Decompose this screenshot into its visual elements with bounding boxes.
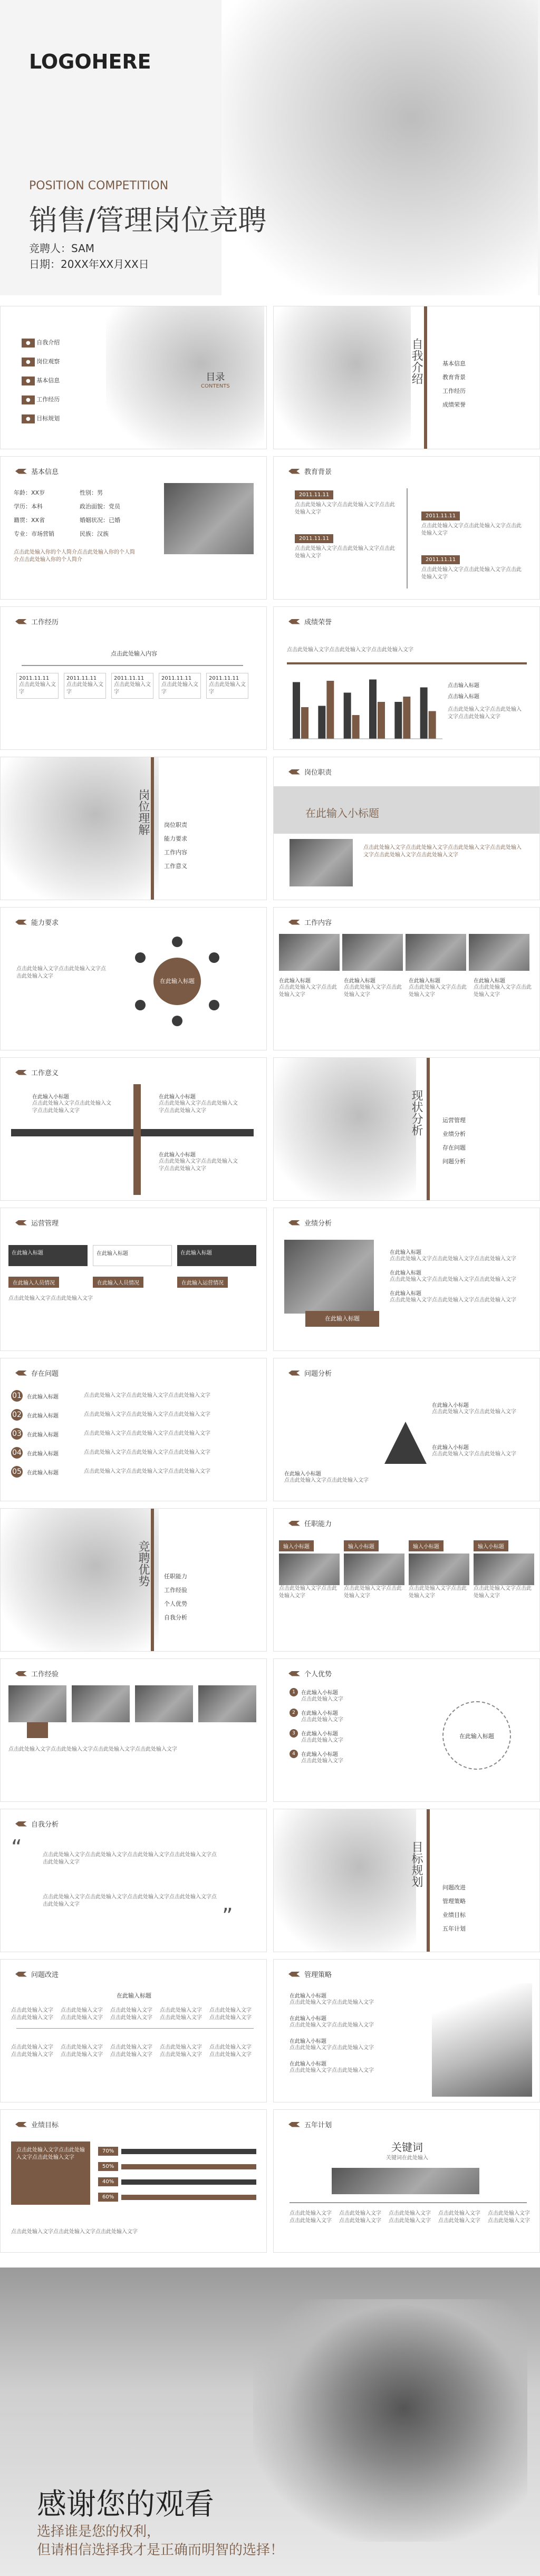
ops-button[interactable]: 在此输入运营情况: [177, 1277, 228, 1288]
section-item[interactable]: 教育背景: [442, 374, 466, 381]
slide-targets: 业绩目标 点击此处输入文字点击此处输入文字点击此处输入文字 70% 50% 40% 60% 点击此处输入文字点击此处输入文字点击此处输入文字: [0, 2109, 267, 2253]
tablet-photo: [290, 839, 353, 886]
slide-title: 业绩分析: [304, 1220, 332, 1228]
section-item[interactable]: 工作意义: [164, 863, 187, 870]
chart-bar: [344, 693, 351, 739]
chart-bar: [394, 702, 402, 739]
toc-item-4[interactable]: 工作经历: [36, 396, 60, 403]
slide-title: 个人优势: [304, 1671, 332, 1678]
chart-bar: [352, 715, 360, 739]
slide-title: 工作意义: [31, 1069, 59, 1077]
section-item[interactable]: 运营管理: [442, 1117, 466, 1124]
slide-abilities: 能力要求 点击此处输入文字点击此处输入文字点击此处输入文字 在此输入标题: [0, 907, 267, 1050]
chart-bar: [429, 711, 436, 739]
toc-title: 目录: [206, 372, 225, 383]
date: 日期：20XX年XX月XX日: [29, 258, 149, 271]
wolf-icon: [15, 469, 27, 474]
slide-advantages: 个人优势 1 在此输入小标题 点击此处输入文字 2 在此输入小标题 点击此处输入文字 3 在此输入小标题 点击此处输入文字 4 在此输入小标题 点击此处输入文字 在此输入标题: [273, 1658, 540, 1802]
section-vertical-title: 竞聘优势: [137, 1540, 150, 1587]
slide-self-analysis: 自我分析 “ 点击此处输入文字点击此处输入文字点击此处输入文字点击此处输入文字点击此处输入文字 点击此处输入文字点击此处输入文字点击此处输入文字点击此处输入文字点击此处输入文字 ”: [0, 1809, 267, 1952]
slide-section-1: [273, 306, 540, 449]
ops-button[interactable]: 在此输入人员情况: [8, 1277, 59, 1288]
slide-duties: 岗位职责 在此输入小标题 点击此处输入文字点击此处输入文字点击此处输入文字点击此处输入文字点击此处输入文字点击此处输入文字: [273, 757, 540, 900]
info-field: 政治面貌：党员: [80, 503, 120, 510]
date-tag: 2011.11.11: [295, 490, 333, 499]
section-vertical-title: 现状分析: [410, 1089, 423, 1136]
presenter-photo: [432, 1983, 532, 2097]
section-item[interactable]: 岗位职责: [164, 822, 187, 828]
info-field: 性别：男: [80, 489, 103, 496]
presenter: 竞聘人：SAM: [29, 242, 95, 255]
thanks-line-2: 但请相信选择我才是正确而明智的选择！: [37, 2542, 284, 2558]
slide-title: 能力要求: [31, 919, 59, 927]
slide-title: 问题改进: [31, 1971, 59, 1979]
info-field: 籍贯：XX省: [14, 517, 45, 524]
section-item[interactable]: 成绩荣誉: [442, 401, 466, 408]
advantage-ring: 在此输入标题: [442, 1701, 511, 1770]
section-item[interactable]: 问题分析: [442, 1158, 466, 1165]
section-item[interactable]: 基本信息: [442, 360, 466, 367]
section-item[interactable]: 业绩目标: [442, 1912, 466, 1918]
slide-work-meaning: 工作意义 在此输入小标题 点击此处输入文字点击此处输入文字点击此处输入文字 在此输入小标题 点击此处输入文字点击此处输入文字点击此处输入文字 在此输入小标题 点击此处输入文字点击此处输入文字点击此处输入文字: [0, 1057, 267, 1201]
slide-title: 运营管理: [31, 1220, 59, 1228]
legend-item: 点击输入标题: [448, 694, 479, 700]
chart-bar: [420, 688, 428, 739]
slide-title: 工作内容: [304, 919, 332, 927]
center-circle: 在此输入标题: [153, 958, 201, 1005]
slide-title: 管理策略: [304, 1971, 332, 1979]
chart-bar: [326, 681, 334, 739]
slide-operations: 运营管理 在此输入标题 在此输入标题 在此输入标题 在此输入人员情况 在此输入人员情况 在此输入运营情况 点击此处输入文字点击此处输入文字: [0, 1208, 267, 1351]
slide-title: 任职能力: [304, 1520, 332, 1528]
section-vertical-title: 岗位理解: [137, 789, 150, 835]
cover-title: 销售/管理岗位竞聘: [29, 204, 267, 237]
ending-slide: [0, 2268, 540, 2576]
slide-title: 存在问题: [31, 1370, 59, 1378]
section-item[interactable]: 管理策略: [442, 1898, 466, 1905]
bio-text: 点击此处输入你的个人简介点击此处输入你的个人简介点击此处输入你的个人简介: [14, 549, 135, 563]
slide-title: 成绩荣誉: [304, 619, 332, 626]
logo: LOGOHERE: [29, 50, 151, 73]
section-item[interactable]: 个人优势: [164, 1600, 187, 1607]
section-item[interactable]: 工作经验: [164, 1587, 187, 1594]
section-item[interactable]: 工作内容: [164, 849, 187, 856]
slide-education: 教育背景 2011.11.11 点击此处输入文字点击此处输入文字点击此处输入文字 2011.11.11 点击此处输入文字点击此处输入文字点击此处输入文字 2011.11.11 点击此处输入文字点击此处输入文字点击此处输入文字 2011.11.11 点击此处输入文字点击此处输入文字点击此处输入文字: [273, 456, 540, 600]
chart-bar: [369, 680, 377, 739]
slide-section-5: [273, 1809, 540, 1952]
section-item[interactable]: 业绩分析: [442, 1131, 466, 1137]
info-field: 学历：本科: [14, 503, 43, 510]
slide-strategy: 管理策略 在此输入小标题 点击此处输入文字点击此处输入文字 在此输入小标题 点击此处输入文字点击此处输入文字 在此输入小标题 点击此处输入文字点击此处输入文字 在此输入小标题 点击此处输入文字点击此处输入文字: [273, 1959, 540, 2102]
thanks-title: 感谢您的观看: [37, 2487, 214, 2522]
section-vertical-title: 目标规划: [410, 1841, 423, 1887]
slide-section-3: [273, 1057, 540, 1201]
chart-bar: [293, 682, 300, 739]
date-tag: 2011.11.11: [421, 512, 460, 520]
thanks-line-1: 选择谁是您的权利，: [37, 2524, 161, 2540]
toc-num-2: ●: [22, 358, 35, 366]
toc-num-3: ●: [22, 377, 35, 385]
toc-item-2[interactable]: 岗位观察: [36, 358, 60, 365]
slide-title: 教育背景: [304, 468, 332, 476]
achievement-chart: [284, 670, 442, 744]
slide-title: 基本信息: [31, 468, 59, 476]
section-item[interactable]: 任职能力: [164, 1573, 187, 1580]
triangle-graphic: [384, 1422, 427, 1464]
subtitle-en: POSITION COMPETITION: [29, 179, 169, 192]
chart-bar: [403, 697, 410, 739]
info-field: 婚姻状况：已婚: [80, 517, 120, 524]
heading: 点击此处输入内容: [111, 650, 157, 657]
legend-item: 点击输入标题: [448, 683, 479, 689]
subtitle: 在此输入小标题: [305, 807, 379, 819]
toc-num-4: ●: [22, 395, 35, 404]
slide-five-year-plan: 五年计划 关键词 关键词在此处输入 点击此处输入文字点击此处输入文字 点击此处输入文字点击此处输入文字 点击此处输入文字点击此处输入文字 点击此处输入文字点击此处输入文字 点击此处输入文字点击此处输入文字: [273, 2109, 540, 2253]
section-item[interactable]: 五年计划: [442, 1925, 466, 1932]
slide-title: 五年计划: [304, 2121, 332, 2129]
slide-experience: 工作经验 点击此处输入文字点击此处输入文字点击此处输入文字点击此处输入文字: [0, 1658, 267, 1802]
info-field: 年龄：XX岁: [14, 489, 45, 496]
slide-competence: 任职能力 输入小标题 点击此处输入文字点击此处输入文字 输入小标题 点击此处输入文字点击此处输入文字 输入小标题 点击此处输入文字点击此处输入文字 输入小标题 点击此处输入文字点击此处输入文字: [273, 1508, 540, 1652]
slide-section-2: [0, 757, 267, 900]
portrait-photo: [164, 483, 254, 554]
section-item[interactable]: 能力要求: [164, 835, 187, 842]
cover-slide: [0, 0, 540, 295]
slide-performance: 业绩分析 在此输入标题 在此输入标题 点击此处输入文字点击此处输入文字点击此处输入文字 在此输入标题 点击此处输入文字点击此处输入文字点击此处输入文字 在此输入标题 点击此处输入文字点击此处输入文字点击此处输入文字: [273, 1208, 540, 1351]
toc-title-en: CONTENTS: [201, 383, 230, 389]
ops-button[interactable]: 在此输入人员情况: [93, 1277, 143, 1288]
slide-work-history: 工作经历 点击此处输入内容 2011.11.11 点击此处输入文字 2011.11.11 点击此处输入文字 2011.11.11 点击此处输入文字 2011.11.11 点击此处输入文字 2011.11.11 点击此处输入文字: [0, 606, 267, 750]
wolf-sketch-image: [221, 0, 538, 295]
toc-item-5[interactable]: 目标规划: [36, 415, 60, 422]
date-tag: 2011.11.11: [421, 555, 460, 564]
chart-bar: [378, 702, 385, 739]
info-field: 专业：市场营销: [14, 530, 54, 537]
slide-problems: 存在问题 01 在此输入标题 点击此处输入文字点击此处输入文字点击此处输入文字 02 在此输入标题 点击此处输入文字点击此处输入文字点击此处输入文字 03 在此输入标题 点击此处输入文字点击此处输入文字点击此处输入文字 04 在此输入标题 点击此处输入文字点击此处输入文字点击此处输入文字 05 在此输入标题 点击此处输入文字点击此处输入文字点击此处输入文字: [0, 1358, 267, 1501]
slide-title: 自我分析: [31, 1821, 59, 1829]
toc-num-5: ●: [22, 414, 35, 423]
section-item[interactable]: 工作经历: [442, 388, 466, 394]
slide-problem-analysis: 问题分析 在此输入小标题 点击此处输入文字点击此处输入文字 在此输入小标题 点击此处输入文字点击此处输入文字 在此输入小标题 点击此处输入文字点击此处输入文字: [273, 1358, 540, 1501]
slide-title: 工作经历: [31, 619, 59, 626]
section-item[interactable]: 自我分析: [164, 1614, 187, 1621]
slide-section-4: [0, 1508, 267, 1652]
info-field: 民族：汉族: [80, 530, 109, 537]
slide-achievements: 成绩荣誉 点击此处输入文字点击此处输入文字点击此处输入文字 点击输入标题 点击输入标题 点击此处输入文字点击此处输入文字点击此处输入文字: [273, 606, 540, 750]
toc-item-3[interactable]: 基本信息: [36, 377, 60, 384]
toc-item-1[interactable]: 自我介绍: [36, 339, 60, 346]
section-item[interactable]: 存在问题: [442, 1144, 466, 1151]
slide-toc: [0, 306, 267, 449]
chart-bar: [301, 707, 308, 739]
date-tag: 2011.11.11: [295, 534, 333, 543]
slide-work-content: 工作内容 在此输入标题 点击此处输入文字点击此处输入文字 在此输入标题 点击此处输入文字点击此处输入文字 在此输入标题 点击此处输入文字点击此处输入文字 在此输入标题 点击此处输入文字点击此处输入文字: [273, 907, 540, 1050]
slide-improvement: 问题改进 在此输入标题 点击此处输入文字点击此处输入文字 点击此处输入文字点击此处输入文字 点击此处输入文字点击此处输入文字 点击此处输入文字点击此处输入文字 点击此处输入文字点击此处输入文字 点击此处输入文字点击此处输入文字 点击此处输入文字点击此处输入文字 点击此处输入文字点击此处输入文字 点击此处输入文字点击此处输入文字 点击此处输入文字点击此处输入文字: [0, 1959, 267, 2102]
slide-basic-info: [0, 456, 267, 600]
chart-bar: [318, 706, 325, 739]
section-vertical-title: 自我介绍: [410, 338, 423, 384]
calculator-photo: [284, 1240, 374, 1314]
slide-title: 问题分析: [304, 1370, 332, 1378]
slide-title: 业绩目标: [31, 2121, 59, 2129]
slide-title: 岗位职责: [304, 769, 332, 777]
section-item[interactable]: 问题改进: [442, 1884, 466, 1891]
toc-num-1: ●: [22, 339, 35, 348]
slide-title: 工作经验: [31, 1671, 59, 1678]
